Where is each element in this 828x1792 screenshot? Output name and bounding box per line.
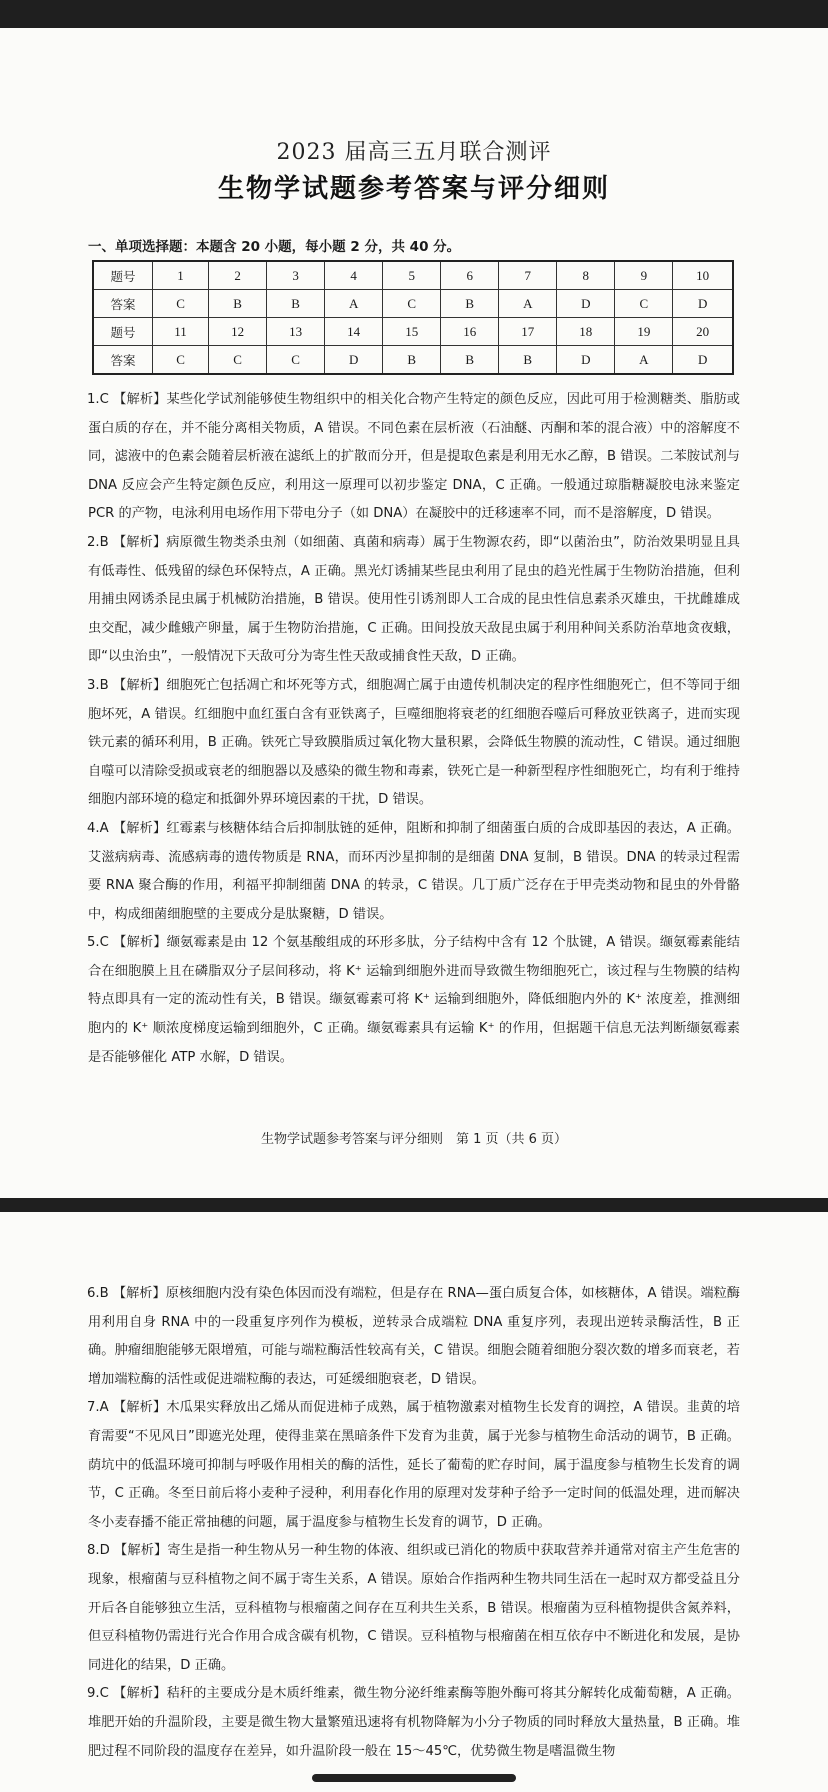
table-cell: B	[499, 346, 557, 375]
table-cell: A	[615, 346, 673, 375]
table-cell: 3	[267, 261, 325, 290]
page-footer: 生物学试题参考答案与评分细则 第 1 页（共 6 页）	[260, 1132, 568, 1147]
explanation-item: 2.B 【解析】病原微生物类杀虫剂（如细菌、真菌和病毒）属于生物源农药，即“以菌治虫”，防治效果明显且具有低毒性、低残留的绿色环保特点，A 正确。黑光灯诱捕某些昆虫利用了昆虫的趋光性属于生物防治措施，但利用捕虫网诱杀昆虫属于机械防治措施，B 错误。使用性引诱剂即人工合成的昆虫性信息素杀灭雄虫，干扰雌雄成虫交配，减少雌蛾产卵量，属于生物防治措施，C 正确。田间投放天敌昆虫属于利用种间关系防治草地贪夜蛾，即“以虫治虫”，一般情况下天敌可分为寄生性天敌或捕食性天敌，D 正确。	[87, 534, 740, 665]
table-row	[93, 261, 733, 290]
table-cell: 14	[325, 318, 383, 346]
table-cell: D	[557, 346, 615, 375]
table-cell: B	[383, 346, 441, 375]
document-page-2	[0, 1212, 828, 1792]
table-cell: 8	[557, 261, 615, 290]
table-cell: C	[267, 346, 325, 375]
table-cell: B	[267, 290, 325, 318]
table-cell: 11	[153, 318, 209, 346]
exam-title: 2023 届高三五月联合测评	[276, 140, 552, 165]
row-label: 题号	[93, 261, 153, 290]
table-cell: 19	[615, 318, 673, 346]
explanation-item: 1.C 【解析】某些化学试剂能够使生物组织中的相关化合物产生特定的颜色反应，因此可用于检测糖类、脂肪或蛋白质的存在，并不能分离相关物质，A 错误。不同色素在层析液（石油醚、丙酮和苯的混合液）中的溶解度不同，滤液中的色素会随着层析液在滤纸上的扩散而分开，但是提取色素是利用无水乙醇，B 错误。二苯胺试剂与 DNA 反应会产生特定颜色反应，利用这一原理可以初步鉴定 DNA，C 正确。一般通过琼脂糖凝胶电泳来鉴定 PCR 的产物，电泳利用电场作用下带电分子（如 DNA）在凝胶中的迁移速率不同，而不是溶解度，D 错误。	[87, 392, 740, 522]
table-cell: C	[383, 290, 441, 318]
section-heading: 一、单项选择题：本题含 20 小题，每小题 2 分，共 40 分。	[88, 239, 461, 255]
table-cell: 13	[267, 318, 325, 346]
explanation-item: 7.A 【解析】木瓜果实释放出乙烯从而促进柿子成熟，属于植物激素对植物生长发育的调控，A 错误。韭黄的培育需要“不见风日”即遮光处理，使得韭菜在黑暗条件下发育为韭黄，属于光参与植物生命活动的调节，B 正确。荫坑中的低温环境可抑制与呼吸作用相关的酶的活性，延长了葡萄的贮存时间，属于温度参与植物生长发育的调节，C 正确。冬至日前后将小麦种子浸种，利用春化作用的原理对发芽种子给予一定时间的低温处理，进而解决冬小麦春播不能正常抽穗的问题，属于温度参与植物生长发育的调节，D 正确。	[87, 1400, 740, 1530]
table-cell: C	[615, 290, 673, 318]
table-row	[93, 318, 733, 346]
table-cell: 5	[383, 261, 441, 290]
explanation-item: 3.B 【解析】细胞死亡包括凋亡和坏死等方式，细胞凋亡属于由遗传机制决定的程序性细胞死亡，但不等同于细胞坏死，A 错误。红细胞中血红蛋白含有亚铁离子，巨噬细胞将衰老的红细胞吞噬后可释放亚铁离子，进而实现铁元素的循环利用，B 正确。铁死亡导致膜脂质过氧化物大量积累，会降低生物膜的流动性，C 错误。通过细胞自噬可以清除受损或衰老的细胞器以及感染的微生物和毒素，铁死亡是一种新型程序性细胞死亡，均有利于维持细胞内部环境的稳定和抵御外界环境因素的干扰，D 错误。	[87, 677, 740, 808]
row-label: 答案	[93, 346, 153, 375]
table-cell: 4	[325, 261, 383, 290]
table-cell: B	[441, 290, 499, 318]
explanation-item: 9.C 【解析】秸秆的主要成分是木质纤维素，微生物分泌纤维素酶等胞外酶可将其分解转化成葡萄糖，A 正确。堆肥开始的升温阶段，主要是微生物大量繁殖迅速将有机物降解为小分子物质的同时释放大量热量，B 正确。堆肥过程不同阶段的温度存在差异，如升温阶段一般在 15～45℃，优势微生物是嗜温微生物	[87, 1686, 740, 1759]
table-cell: 10	[673, 261, 733, 290]
document-title: 生物学试题参考答案与评分细则	[217, 174, 610, 204]
table-cell: A	[325, 290, 383, 318]
table-cell: 7	[499, 261, 557, 290]
document-page-1	[0, 28, 828, 1198]
explanation-item: 5.C 【解析】缬氨霉素是由 12 个氨基酸组成的环形多肽，分子结构中含有 12 个肽键，A 错误。缬氨霉素能结合在细胞膜上且在磷脂双分子层间移动，将 K⁺ 运输到细胞外进而导致微生物细胞死亡，该过程与生物膜的结构特点即具有一定的流动性有关，B 错误。缬氨霉素可将 K⁺ 运输到细胞外，降低细胞内外的 K⁺ 浓度差，推测细胞内的 K⁺ 顺浓度梯度运输到细胞外，C 正确。缬氨霉素具有运输 K⁺ 的作用，但据题干信息无法判断缬氨霉素是否能够催化 ATP 水解，D 错误。	[87, 935, 740, 1065]
explanation-item: 6.B 【解析】原核细胞内没有染色体因而没有端粒，但是存在 RNA—蛋白质复合体，如核糖体，A 错误。端粒酶用利用自身 RNA 中的一段重复序列作为模板，逆转录合成端粒 DNA 重复序列，表现出逆转录酶活性，B 正确。肿瘤细胞能够无限增殖，可能与端粒酶活性较高有关，C 错误。细胞会随着细胞分裂次数的增多而衰老，若增加端粒酶的活性或促进端粒酶的表达，可延缓细胞衰老，D 错误。	[87, 1286, 740, 1387]
table-cell: B	[209, 290, 267, 318]
table-cell: C	[153, 290, 209, 318]
table-cell: D	[673, 290, 733, 318]
table-cell: D	[325, 346, 383, 375]
table-cell: 12	[209, 318, 267, 346]
table-row	[93, 346, 733, 375]
answer-explanations	[88, 1280, 740, 1766]
answer-table	[92, 260, 734, 375]
table-row	[93, 290, 733, 318]
table-cell: 1	[153, 261, 209, 290]
table-cell: A	[499, 290, 557, 318]
table-cell: B	[441, 346, 499, 375]
table-cell: 2	[209, 261, 267, 290]
row-label: 题号	[93, 318, 153, 346]
table-cell: D	[673, 346, 733, 375]
row-label: 答案	[93, 290, 153, 318]
table-cell: 6	[441, 261, 499, 290]
table-cell: 16	[441, 318, 499, 346]
table-cell: 9	[615, 261, 673, 290]
table-cell: C	[153, 346, 209, 375]
table-cell: C	[209, 346, 267, 375]
table-cell: 18	[557, 318, 615, 346]
explanation-item: 4.A 【解析】红霉素与核糖体结合后抑制肽链的延伸，阻断和抑制了细菌蛋白质的合成即基因的表达，A 正确。艾滋病病毒、流感病毒的遗传物质是 RNA，而环丙沙星抑制的是细菌 DNA 复制，B 错误。DNA 的转录过程需要 RNA 聚合酶的作用，利福平抑制细菌 DNA 的转录，C 错误。几丁质广泛存在于甲壳类动物和昆虫的外骨骼中，构成细菌细胞壁的主要成分是肽聚糖，D 错误。	[87, 820, 740, 922]
answer-explanations	[88, 386, 740, 1072]
home-indicator[interactable]	[312, 1774, 516, 1782]
table-cell: 17	[499, 318, 557, 346]
explanation-item: 8.D 【解析】寄生是指一种生物从另一种生物的体液、组织或已消化的物质中获取营养并通常对宿主产生危害的现象，根瘤菌与豆科植物之间不属于寄生关系，A 错误。原始合作指两种生物共同生活在一起时双方都受益且分开后各自能够独立生活，豆科植物与根瘤菌之间存在互利共生关系，B 错误。根瘤菌为豆科植物提供含氮养料，但豆科植物仍需进行光合作用合成含碳有机物，C 错误。豆科植物与根瘤菌在相互依存中不断进化和发展，是协同进化的结果，D 正确。	[87, 1543, 740, 1673]
table-cell: 20	[673, 318, 733, 346]
table-cell: D	[557, 290, 615, 318]
table-cell: 15	[383, 318, 441, 346]
